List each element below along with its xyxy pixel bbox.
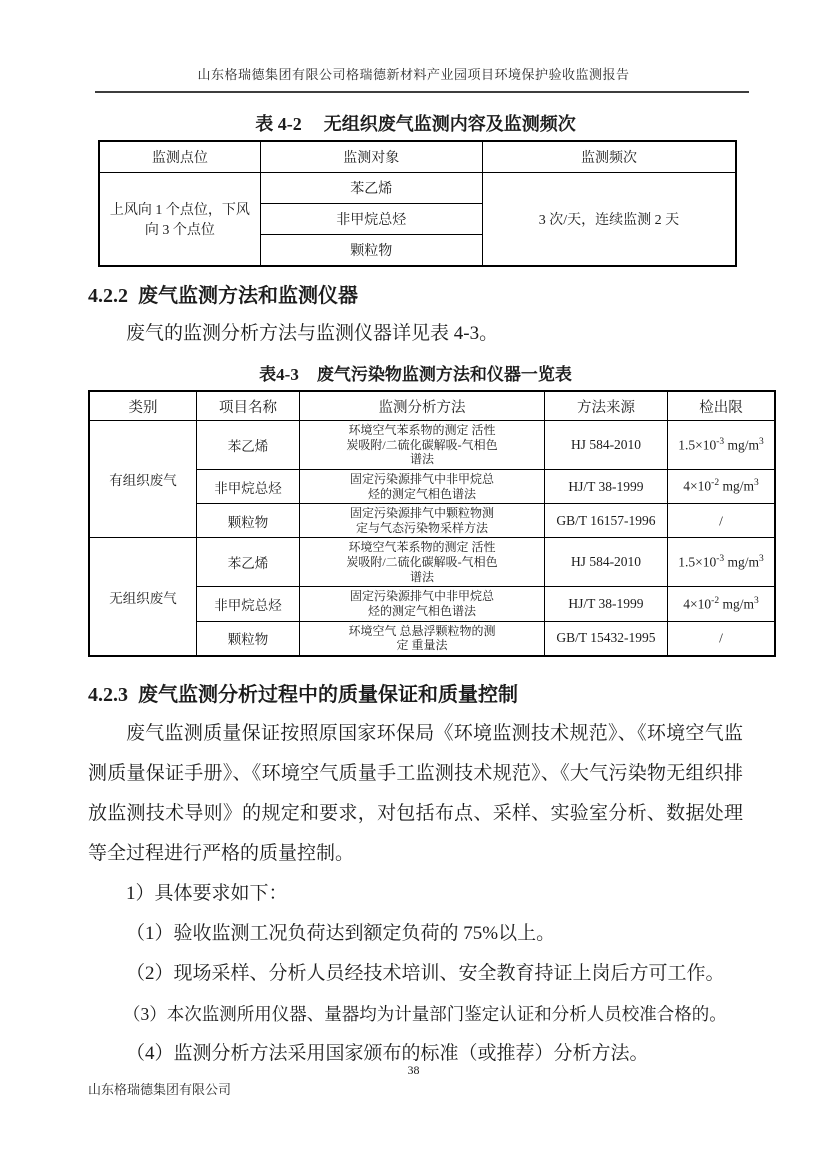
- t43-method: [300, 504, 545, 538]
- t43-limit: [668, 621, 776, 656]
- limit-base: 4×10: [683, 596, 712, 612]
- t43-header-source: 方法来源: [545, 391, 668, 421]
- table-4-3-caption-label: 表4-3: [259, 365, 299, 384]
- t43-item: 颗粒物: [197, 504, 300, 538]
- limit-base: /: [719, 513, 723, 528]
- table-row: [99, 141, 736, 173]
- requirement-item-1: （1）验收监测工况负荷达到额定负荷的 75%以上。: [126, 922, 556, 944]
- t43-item: 非甲烷总烃: [197, 469, 300, 503]
- t42-header-object: 监测对象: [260, 141, 482, 173]
- section-4-2-3-heading: [88, 683, 743, 708]
- limit-exponent: -2: [711, 595, 720, 606]
- table-row: [89, 538, 775, 587]
- t43-method-text: 固定污染源排气中非甲烷总烃的测定气相色谱法: [349, 589, 494, 618]
- footer-company: 山东格瑞德集团有限公司: [88, 1082, 232, 1097]
- limit-exponent: -3: [716, 554, 725, 565]
- t43-method-text: 固定污染源排气中颗粒物测定与气态污染物采样方法: [349, 506, 494, 535]
- t43-method: [300, 469, 545, 503]
- t43-limit: [668, 538, 776, 587]
- requirement-item-3: （3）本次监测所用仪器、量器均为计量部门鉴定认证和分析人员校准合格的。: [123, 1003, 727, 1024]
- t43-item: 非甲烷总烃: [197, 587, 300, 621]
- t42-header-frequency: 监测频次: [482, 141, 736, 173]
- section-4-2-2-paragraph: 废气的监测分析方法与监测仪器详见表 4-3。: [126, 323, 499, 344]
- limit-unit-exponent: 3: [759, 554, 764, 565]
- section-4-2-3-title: 废气监测分析过程中的质量保证和质量控制: [138, 683, 518, 706]
- t43-limit: [668, 421, 776, 470]
- limit-unit-exponent: 3: [753, 595, 759, 606]
- table-4-2-caption-title: 无组织废气监测内容及监测频次: [323, 114, 576, 134]
- t43-method-text: 固定污染源排气中非甲烷总烃的测定气相色谱法: [349, 471, 494, 501]
- t42-cell-object-1: 苯乙烯: [260, 173, 482, 204]
- limit-base: 1.5×10: [678, 437, 717, 453]
- limit-unit: mg/m: [719, 596, 754, 612]
- requirements-intro: 1）具体要求如下：: [126, 882, 288, 904]
- limit-base: /: [719, 630, 723, 646]
- t43-source: HJ/T 38-1999: [545, 469, 668, 503]
- limit-unit-exponent: 3: [753, 478, 759, 489]
- table-4-2: [98, 140, 737, 267]
- t42-cell-object-3: 颗粒物: [260, 235, 482, 267]
- limit-unit: mg/m: [724, 437, 760, 453]
- t43-method: [300, 587, 545, 621]
- t43-source: GB/T 16157-1996: [545, 504, 668, 538]
- section-4-2-2-title: 废气监测方法和监测仪器: [138, 285, 358, 307]
- section-4-2-2-number: 4.2.2: [88, 285, 128, 307]
- t42-cell-object-2: 非甲烷总烃: [260, 204, 482, 235]
- t42-header-point: 监测点位: [99, 141, 260, 173]
- limit-exponent: -3: [716, 436, 725, 447]
- t43-method: [300, 421, 545, 470]
- page-header-title: 山东格瑞德集团有限公司格瑞德新材料产业园项目环境保护验收监测报告: [197, 67, 630, 82]
- limit-exponent: -2: [711, 478, 720, 489]
- t43-method-text: 环境空气苯系物的测定 活性炭吸附/二硫化碳解吸-气相色谱法: [346, 423, 498, 467]
- table-row: [99, 173, 736, 204]
- t43-header-method: 监测分析方法: [300, 391, 545, 421]
- section-4-2-3-number: 4.2.3: [88, 683, 128, 706]
- table-4-3: [88, 390, 776, 657]
- t43-item: 苯乙烯: [197, 421, 300, 470]
- t42-cell-point: 上风向 1 个点位，下风向 3 个点位: [99, 173, 260, 267]
- t43-source: HJ 584-2010: [545, 538, 668, 587]
- table-4-3-caption: [88, 360, 743, 385]
- t43-source: HJ/T 38-1999: [545, 587, 668, 621]
- t43-method-text: 环境空气苯系物的测定 活性炭吸附/二硫化碳解吸-气相色谱法: [346, 540, 498, 584]
- t42-cell-frequency: 3 次/天，连续监测 2 天: [482, 173, 736, 267]
- limit-base: 4×10: [683, 478, 712, 494]
- t43-method: [300, 621, 545, 656]
- t43-header-item: 项目名称: [197, 391, 300, 421]
- limit-base: 1.5×10: [678, 554, 717, 570]
- page-number: 38: [407, 1063, 420, 1077]
- t43-method-text: 环境空气 总悬浮颗粒物的测定 重量法: [348, 623, 496, 653]
- section-4-2-3-paragraph: 废气监测质量保证按照原国家环保局《环境监测技术规范》、《环境空气监测质量保证手册》、《环境空气质量手工监测技术规范》、《大气污染物无组织排放监测技术导则》的规定和要求，对包括布点、采样、实验室分析、数据处理等全过程进行严格的质量控制。: [88, 722, 743, 864]
- requirement-item-2: （2）现场采样、分析人员经技术培训、安全教育持证上岗后方可工作。: [126, 962, 725, 984]
- limit-unit-exponent: 3: [759, 436, 764, 447]
- page-content: [88, 110, 764, 1074]
- limit-unit: mg/m: [719, 478, 754, 494]
- t43-limit: [668, 469, 776, 503]
- t43-limit: [668, 587, 776, 621]
- t43-item: 颗粒物: [197, 621, 300, 656]
- table-row: [89, 421, 775, 470]
- limit-unit: mg/m: [724, 554, 760, 570]
- table-row: [89, 391, 775, 421]
- table-4-2-caption: [88, 110, 743, 136]
- t43-limit: [668, 504, 776, 538]
- table-4-2-caption-label: 表 4-2: [255, 114, 302, 134]
- t43-method: [300, 538, 545, 587]
- header-rule: [95, 91, 749, 93]
- t43-source: HJ 584-2010: [545, 421, 668, 470]
- t43-header-category: 类别: [89, 391, 197, 421]
- t43-category-organized: 有组织废气: [89, 421, 197, 538]
- t43-source: GB/T 15432-1995: [545, 621, 668, 656]
- requirement-item-4: （4）监测分析方法采用国家颁布的标准（或推荐）分析方法。: [126, 1042, 649, 1064]
- t43-category-fugitive: 无组织废气: [89, 538, 197, 656]
- t43-item: 苯乙烯: [197, 538, 300, 587]
- section-4-2-2-heading: [88, 284, 743, 309]
- t43-header-limit: 检出限: [668, 391, 776, 421]
- table-4-3-caption-title: 废气污染物监测方法和仪器一览表: [316, 365, 572, 384]
